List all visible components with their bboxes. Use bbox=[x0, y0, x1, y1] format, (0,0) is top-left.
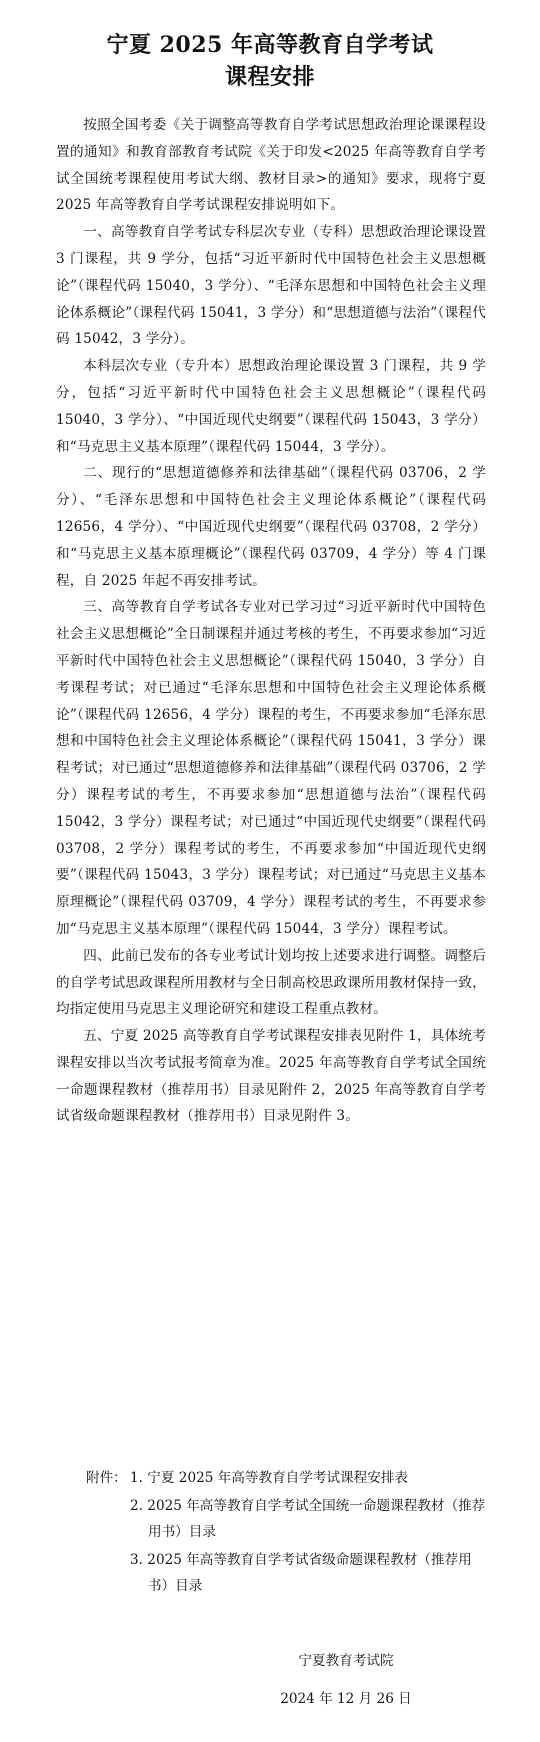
document-subtitle: 课程安排 bbox=[224, 64, 315, 90]
section-3-paragraph: 三、高等教育自学考试各专业对已学习过“习近平新时代中国特色社会主义思想概论”全日制课程并通过考核的考生，不再要求参加“习近平新时代中国特色社会主义思想概论”（课程代码 15040，3 学分）自考课程考试；对已通过“毛泽东思想和中国特色社会主义理论体系概论”（课程代码 12656，4 学分）课程的考生，不再要求参加“毛泽东思想和中国特色社会主义理论体系概论”（课程代码 15041，3 学分）课程考试；对已通过“思想道德修养和法律基础”（课程代码 03706，2 学分）课程考试的考生，不再要求参加“思想道德与法治”（课程代码 15042，3 学分）课程考试；对已通过“中国近现代史纲要”（课程代码 03708，2 学分）课程考试的考生，不再要求参加“中国近现代史纲要”（课程代码 15043，3 学分）课程考试；对已通过“马克思主义基本原理概论”（课程代码 03709，4 学分）课程考试的考生，不再要求参加“马克思主义基本原理”（课程代码 15044，3 学分）课程考试。 bbox=[56, 599, 486, 937]
attachments-block bbox=[86, 1465, 486, 1601]
attachment-item-1: 1. 宁夏 2025 年高等教育自学考试课程安排表 bbox=[130, 1470, 409, 1486]
document-title: 宁夏 2025 年高等教育自学考试 bbox=[106, 32, 434, 58]
issue-date: 2024 年 12 月 26 日 bbox=[280, 1691, 412, 1707]
section-5-paragraph: 五、宁夏 2025 高等教育自学考试课程安排表见附件 1，具体统考课程安排以当次考试报考简章为准。2025 年高等教育自学考试全国统一命题课程教材（推荐用书）目录见附件 2，2025 年高等教育自学考试省级命题课程教材（推荐用书）目录见附件 3。 bbox=[56, 1028, 486, 1125]
section-2-paragraph: 二、现行的“思想道德修养和法律基础”（课程代码 03706，2 学分）、“毛泽东思想和中国特色社会主义理论体系概论”（课程代码 12656，4 学分）、“中国近现代史纲要”（课程代码 03708，2 学分）和“马克思主义基本原理概论”（课程代码 03709，4 学分）等 4 门课程，自 2025 年起不再安排考试。 bbox=[56, 465, 486, 589]
section-4-paragraph: 四、此前已发布的各专业考试计划均按上述要求进行调整。调整后的自学考试思政课程所用教材与全日制高校思政课所用教材保持一致，均指定使用马克思主义理论研究和建设工程重点教材。 bbox=[56, 947, 486, 1018]
intro-paragraph: 按照全国考委《关于调整高等教育自学考试思想政治理论课课程设置的通知》和教育部教育考试院《关于印发<2025 年高等教育自学考试全国统考课程使用考试大纲、教材目录>的通知》要求，现将宁夏 2025 年高等教育自学考试课程安排说明如下。 bbox=[56, 117, 486, 214]
attachment-item-3: 3. 2025 年高等教育自学考试省级命题课程教材（推荐用书）目录 bbox=[130, 1552, 472, 1594]
attachments-label: 附件： bbox=[86, 1470, 127, 1486]
attachment-item-2: 2. 2025 年高等教育自学考试全国统一命题课程教材（推荐用书）目录 bbox=[130, 1498, 486, 1540]
document-body bbox=[56, 112, 486, 1130]
section-1-paragraph: 一、高等教育自学考试专科层次专业（专科）思想政治理论课设置 3 门课程，共 9 学分，包括“习近平新时代中国特色社会主义思想概论”（课程代码 15040，3 学分）、“毛泽东思想和中国特色社会主义理论体系概论”（课程代码 15041，3 学分）和“思想道德与法治”（课程代码 15042，3 学分）。 bbox=[56, 224, 486, 348]
issuing-organization: 宁夏教育考试院 bbox=[298, 1653, 394, 1669]
section-1-undergrad-paragraph: 本科层次专业（专升本）思想政治理论课设置 3 门课程，共 9 学分，包括“习近平新时代中国特色社会主义思想概论”（课程代码 15040，3 学分）、“中国近现代史纲要”（课程代码 15043，3 学分）和“马克思主义基本原理”（课程代码 15044，3 学分）。 bbox=[56, 358, 486, 455]
attachments-list bbox=[130, 1465, 486, 1601]
